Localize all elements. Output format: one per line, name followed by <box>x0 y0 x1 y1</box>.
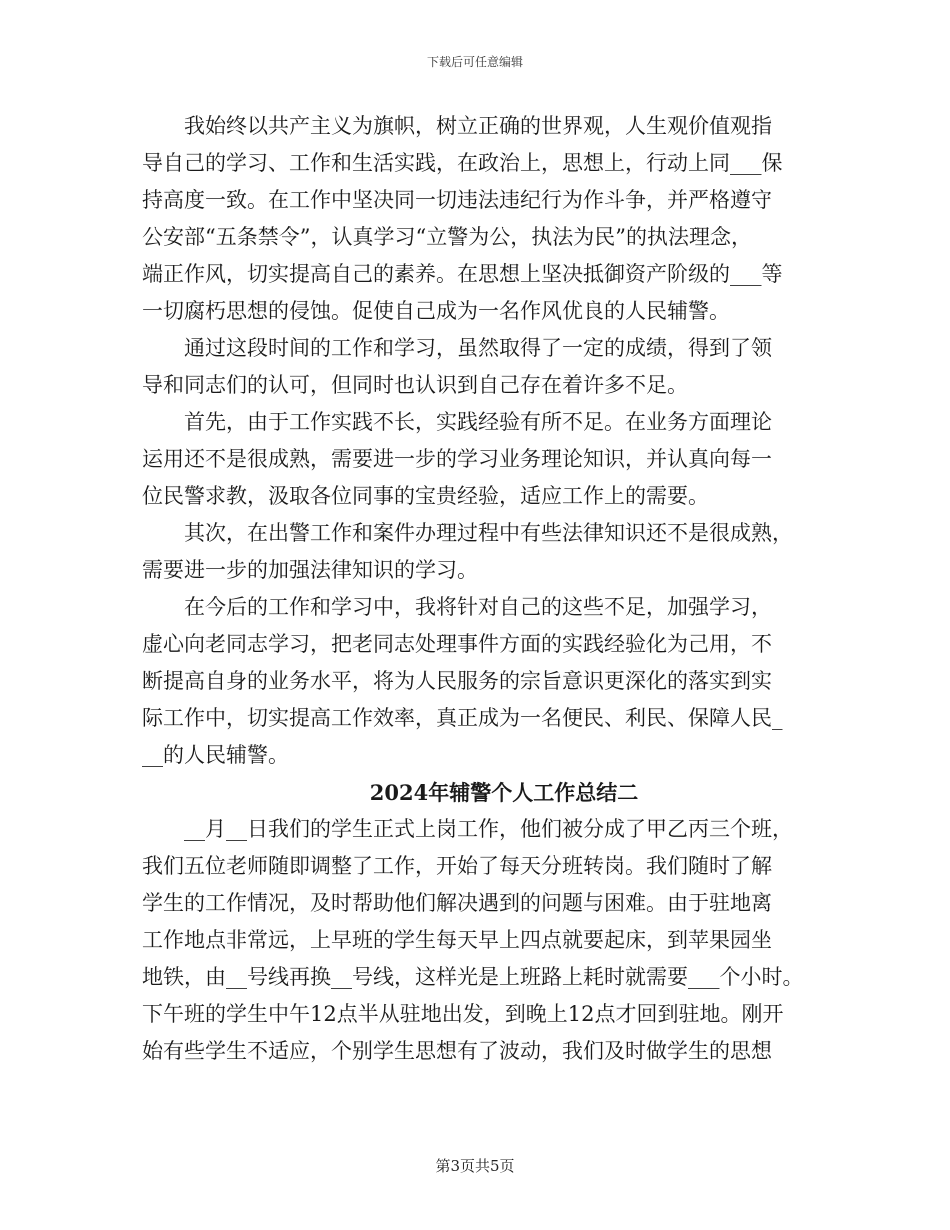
document-body <box>142 108 810 1070</box>
text-line: 一切腐朽思想的侵蚀。促使自己成为一名作风优良的人民辅警。 <box>142 299 730 323</box>
text-line: 在今后的工作和学习中，我将针对自己的这些不足，加强学习， <box>142 595 772 619</box>
text-line: 虚心向老同志学习，把老同志处理事件方面的实践经验化为己用，不 <box>142 632 772 656</box>
text-line: 首先，由于工作实践不长，实践经验有所不足。在业务方面理论 <box>142 410 772 434</box>
page-number: 第3页共5页 <box>435 1157 515 1175</box>
text-line: 工作地点非常远，上早班的学生每天早上四点就要起床，到苹果园坐 <box>142 928 772 952</box>
text-line: 端正作风，切实提高自己的素养。在思想上坚决抵御资产阶级的___等 <box>142 262 783 286</box>
text-line: 其次，在出警工作和案件办理过程中有些法律知识还不是很成熟， <box>142 521 793 545</box>
text-line: __月__日我们的学生正式上岗工作，他们被分成了甲乙丙三个班， <box>142 817 793 841</box>
text-line: __的人民辅警。 <box>142 743 289 767</box>
text-line: 导和同志们的认可，但同时也认识到自己存在着许多不足。 <box>142 373 688 397</box>
text-line: 地铁，由__号线再换__号线，这样光是上班路上耗时就需要___个小时。 <box>142 965 804 989</box>
text-line: 我始终以共产主义为旗帜，树立正确的世界观，人生观价值观指 <box>142 114 772 138</box>
text-line: 导自己的学习、工作和生活实践，在政治上，思想上，行动上同___保 <box>142 151 783 175</box>
text-line: 持高度一致。在工作中坚决同一切违法违纪行为作斗争，并严格遵守 <box>142 188 772 212</box>
text-line: 断提高自身的业务水平，将为人民服务的宗旨意识更深化的落实到实 <box>142 669 772 693</box>
section-title: 2024年辅警个人工作总结二 <box>369 780 639 805</box>
text-line: 通过这段时间的工作和学习，虽然取得了一定的成绩，得到了领 <box>142 336 772 360</box>
text-line: 公安部“五条禁令”，认真学习“立警为公，执法为民”的执法理念， <box>142 225 752 249</box>
text-line: 下午班的学生中午12点半从驻地出发，到晚上12点才回到驻地。刚开 <box>142 1002 784 1026</box>
text-line: 我们五位老师随即调整了工作，开始了每天分班转岗。我们随时了解 <box>142 854 772 878</box>
text-line: 学生的工作情况，及时帮助他们解决遇到的问题与困难。由于驻地离 <box>142 891 772 915</box>
text-line: 际工作中，切实提高工作效率，真正成为一名便民、利民、保障人民_ <box>142 706 783 730</box>
text-line: 位民警求教，汲取各位同事的宝贵经验，适应工作上的需要。 <box>142 484 709 508</box>
text-line: 始有些学生不适应，个别学生思想有了波动，我们及时做学生的思想 <box>142 1039 772 1063</box>
header-note: 下载后可任意编辑 <box>426 55 523 69</box>
text-line: 运用还不是很成熟，需要进一步的学习业务理论知识，并认真向每一 <box>142 447 772 471</box>
text-line: 需要进一步的加强法律知识的学习。 <box>142 558 478 582</box>
